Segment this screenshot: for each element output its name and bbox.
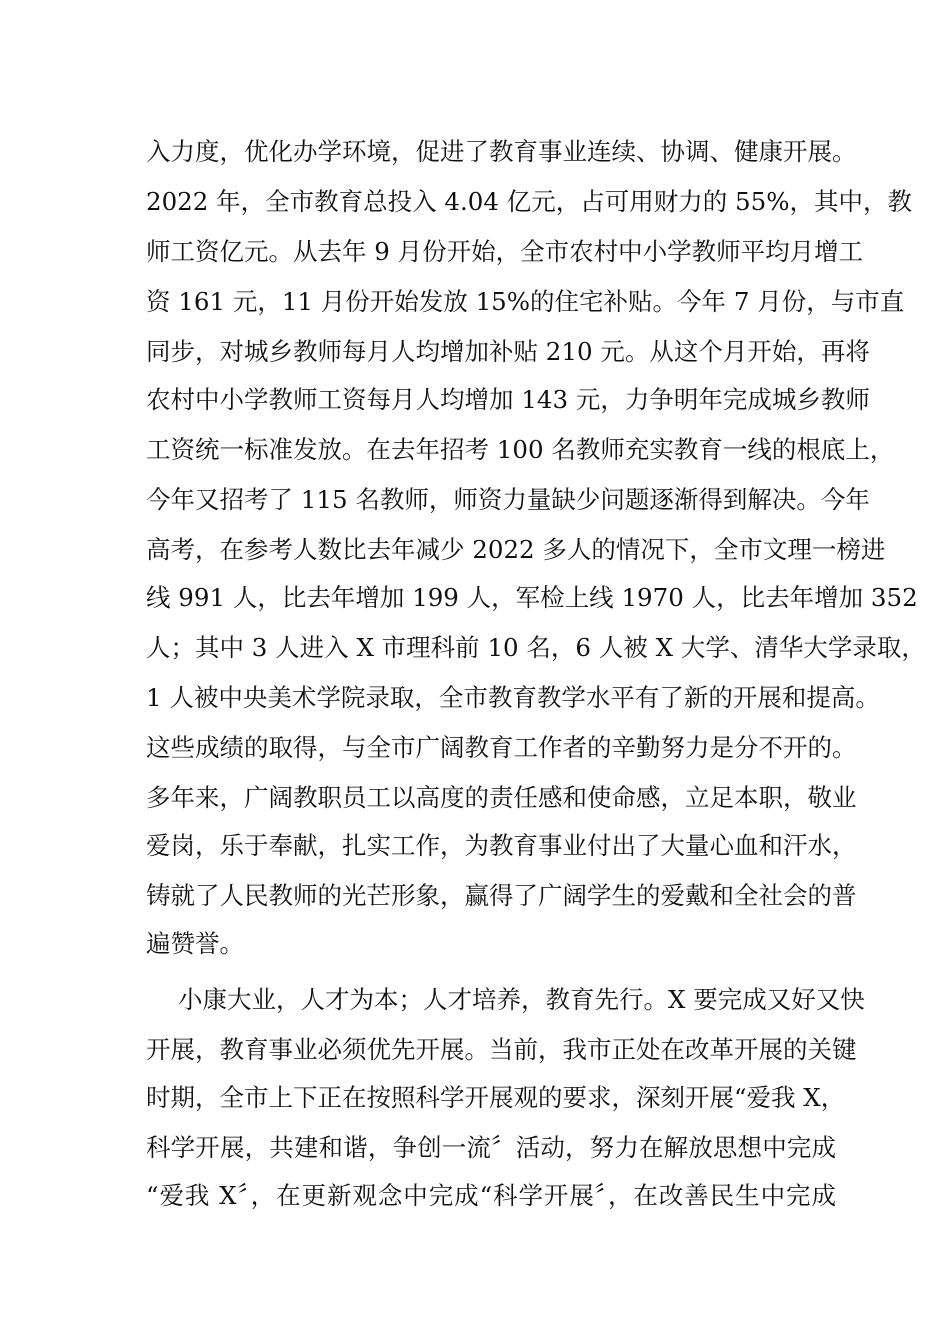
text-line: 今年又招考了 115 名教师，师资力量缺少问题逐渐得到解决。今年: [146, 485, 870, 514]
text-line: 2022 年，全市教育总投入 4.04 亿元，占可用财力的 55%，其中，教: [146, 187, 913, 216]
text-line: “爱我 X〞，在更新观念中完成“科学开展〞，在改善民生中完成: [146, 1181, 836, 1210]
text-line: 科学开展，共建和谐，争创一流〞活动，努力在解放思想中完成: [146, 1133, 836, 1162]
text-line: 同步，对城乡教师每月人均增加补贴 210 元。从这个月开始，再将: [146, 337, 870, 366]
text-line: 开展，教育事业必须优先开展。当前，我市正处在改革开展的关键: [146, 1035, 857, 1064]
text-line: 这些成绩的取得，与全市广阔教育工作者的辛勤努力是分不开的。: [146, 733, 857, 762]
text-line: 1 人被中央美术学院录取，全市教育教学水平有了新的开展和提高。: [146, 683, 880, 712]
paragraph-first-line: 小康大业，人才为本；人才培养，教育先行。X 要完成又好又快: [178, 985, 865, 1014]
text-line: 铸就了人民教师的光芒形象，赢得了广阔学生的爱戴和全社会的普: [146, 881, 857, 910]
text-line: 工资统一标准发放。在去年招考 100 名教师充实教育一线的根底上，: [146, 435, 895, 464]
text-line: 线 991 人，比去年增加 199 人，军检上线 1970 人，比去年增加 352: [146, 583, 918, 612]
text-line: 师工资亿元。从去年 9 月份开始，全市农村中小学教师平均月增工: [146, 237, 864, 266]
paragraph-end-line: 遍赞誉。: [146, 929, 244, 958]
text-line: 资 161 元，11 月份开始发放 15%的住宅补贴。今年 7 月份，与市直: [146, 287, 905, 316]
text-line: 爱岗，乐于奉献，扎实工作，为教育事业付出了大量心血和汗水，: [146, 831, 857, 860]
text-line: 入力度，优化办学环境，促进了教育事业连续、协调、健康开展。: [146, 137, 857, 166]
text-line: 高考，在参考人数比去年减少 2022 多人的情况下，全市文理一榜进: [146, 535, 886, 564]
text-line: 农村中小学教师工资每月人均增加 143 元，力争明年完成城乡教师: [146, 385, 870, 414]
text-line: 多年来，广阔教职员工以高度的责任感和使命感，立足本职，敬业: [146, 783, 857, 812]
text-line: 人；其中 3 人进入 X 市理科前 10 名，6 人被 X 大学、清华大学录取，: [146, 633, 926, 662]
text-line: 时期，全市上下正在按照科学开展观的要求，深刻开展“爱我 X，: [146, 1083, 846, 1112]
